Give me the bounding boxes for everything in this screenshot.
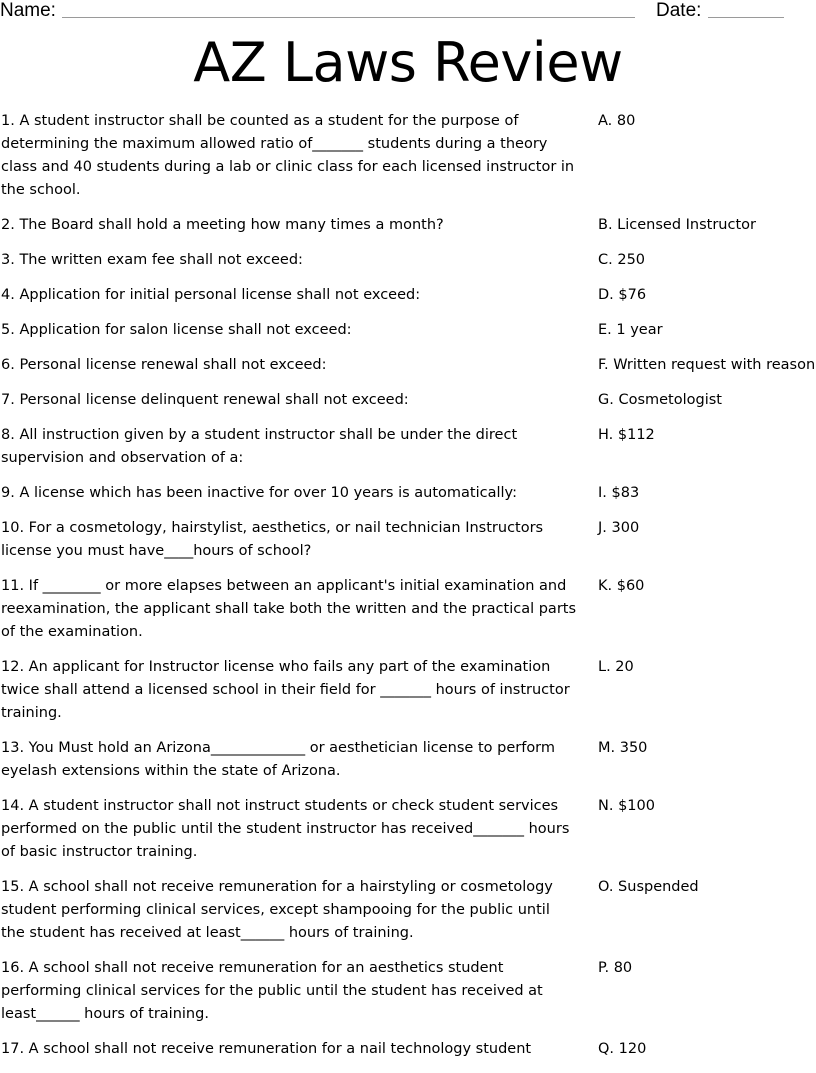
question-text: 13. You Must hold an Arizona_____________ or aesthetician license to perform eyelash extensions within the state of Arizona.	[1, 740, 556, 779]
question-answer-list	[0, 110, 816, 1073]
answer-option: L. 20	[598, 659, 634, 675]
question-row	[0, 389, 816, 412]
answer-option: D. $76	[598, 287, 647, 303]
question-text: 5. Application for salon license shall not exceed:	[1, 322, 352, 338]
page-title: AZ Laws Review	[193, 31, 623, 94]
question-row	[0, 284, 816, 307]
name-label: Name:	[0, 0, 56, 21]
question-row	[0, 424, 816, 470]
date-blank-line	[708, 17, 784, 18]
question-text: 17. A school shall not receive remuneration for a nail technology student	[1, 1041, 532, 1057]
answer-option: M. 350	[598, 740, 648, 756]
answer-option: P. 80	[598, 960, 633, 976]
question-row	[0, 214, 816, 237]
answer-option: I. $83	[598, 485, 640, 501]
question-text: 11. If ________ or more elapses between an applicant's initial examination and reexamination, the applicant shall take both the written and the practical parts of the examination.	[1, 578, 577, 640]
question-text: 4. Application for initial personal license shall not exceed:	[1, 287, 421, 303]
answer-option: O. Suspended	[598, 879, 699, 895]
answer-option: G. Cosmetologist	[598, 392, 722, 408]
question-row	[0, 110, 816, 202]
question-text: 7. Personal license delinquent renewal shall not exceed:	[1, 392, 409, 408]
question-row	[0, 482, 816, 505]
answer-option: C. 250	[598, 252, 646, 268]
answer-option: A. 80	[598, 113, 636, 129]
date-label: Date:	[656, 0, 702, 21]
question-row	[0, 795, 816, 864]
question-text: 9. A license which has been inactive for over 10 years is automatically:	[1, 485, 517, 501]
question-text: 6. Personal license renewal shall not exceed:	[1, 357, 327, 373]
answer-option: B. Licensed Instructor	[598, 217, 756, 233]
question-text: 1. A student instructor shall be counted as a student for the purpose of determining the maximum allowed ratio of_______ students during a theory class and 40 students during a lab or clinic class for each licensed instructor in the school.	[1, 113, 575, 198]
answer-option: K. $60	[598, 578, 645, 594]
question-text: 8. All instruction given by a student instructor shall be under the direct supervision and observation of a:	[1, 427, 518, 466]
worksheet-header	[0, 0, 816, 24]
question-row	[0, 1038, 816, 1061]
question-text: 16. A school shall not receive remuneration for an aesthetics student performing clinical services for the public until the student has received at least______ hours of training.	[1, 960, 543, 1022]
answer-option: J. 300	[598, 520, 640, 536]
question-text: 15. A school shall not receive remuneration for a hairstyling or cosmetology student performing clinical services, except shampooing for the public until the student has received at least______ hours of training.	[1, 879, 553, 941]
answer-option: H. $112	[598, 427, 655, 443]
question-text: 14. A student instructor shall not instruct students or check student services performed on the public until the student instructor has received_______ hours of basic instructor training.	[1, 798, 570, 860]
question-text: 3. The written exam fee shall not exceed:	[1, 252, 303, 268]
question-row	[0, 354, 816, 377]
answer-option: Q. 120	[598, 1041, 647, 1057]
question-row	[0, 319, 816, 342]
question-text: 10. For a cosmetology, hairstylist, aesthetics, or nail technician Instructors license you must have____hours of school?	[1, 520, 544, 559]
question-row	[0, 876, 816, 945]
answer-option: F. Written request with reason	[598, 357, 816, 373]
question-row	[0, 737, 816, 783]
question-row	[0, 656, 816, 725]
answer-option: E. 1 year	[598, 322, 663, 338]
answer-option: N. $100	[598, 798, 655, 814]
question-row	[0, 575, 816, 644]
question-row	[0, 957, 816, 1026]
question-text: 12. An applicant for Instructor license who fails any part of the examination twice shall attend a licensed school in their field for _______ hours of instructor training.	[1, 659, 570, 721]
question-row	[0, 517, 816, 563]
question-text: 2. The Board shall hold a meeting how many times a month?	[1, 217, 444, 233]
question-row	[0, 249, 816, 272]
name-blank-line	[62, 17, 635, 18]
